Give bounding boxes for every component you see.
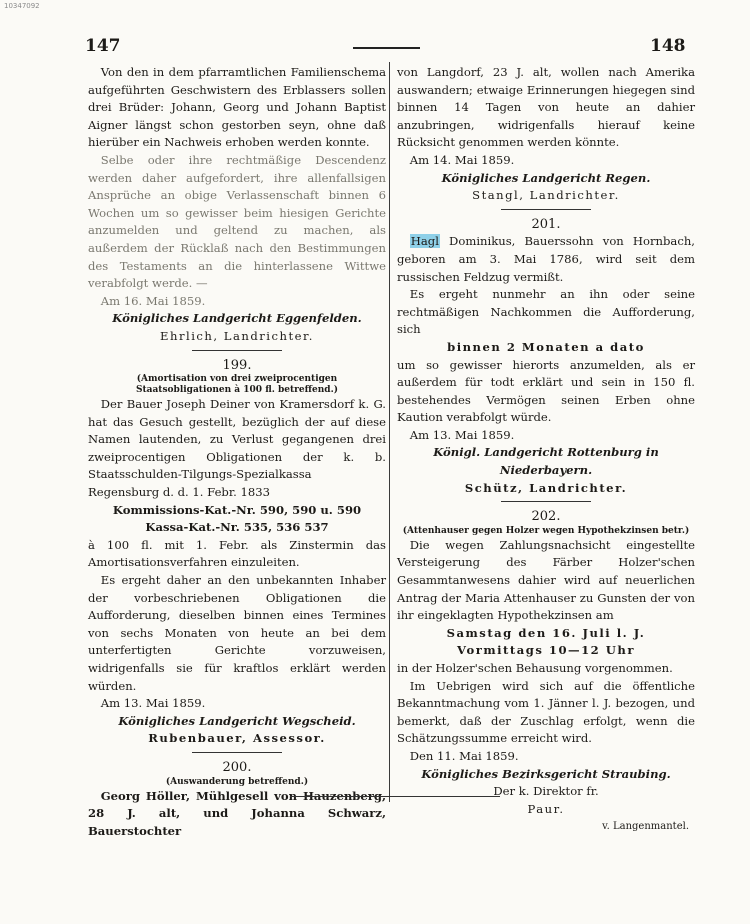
paragraph-versteigerung: Die wegen Zahlungsnachsicht eingestellte Versteigerung des Färber Holzer'schen Gesammtanwesens dahier wird auf neuerlichen Antrag der Maria Attenhauser zu Gunsten der von ihr eingeklagten Hypothekzinsen am: [397, 537, 695, 623]
section-number-202: 202.: [531, 509, 561, 525]
date-line: Am 13. Mai 1859.: [100, 696, 206, 711]
section-number-201: 201.: [531, 216, 561, 232]
signature: Rubenbauer, Assessor.: [148, 731, 326, 746]
date-line: Den 11. Mai 1859.: [409, 748, 519, 763]
paragraph-auswanderung: von Langdorf, 23 J. alt, wollen nach Amerika auswandern; etwaige Erinnerungen hiegegen sind binnen 14 Tagen von heute an dahier anzubringen, widrigenfalls hierauf keine Rücksicht genommen werden könnte.: [397, 65, 695, 150]
signature-title: Der k. Direktor fr.: [493, 784, 599, 799]
paragraph-hagl-text: Dominikus, Bauerssohn von Hornbach, geboren am 3. Mai 1786, wird seit dem russischen Feldzug vermißt.: [397, 234, 695, 284]
date-line: Am 13. Mai 1859.: [409, 427, 515, 442]
kommissions-line: Kommissions-Kat.-Nr. 590, 590 u. 590: [112, 502, 362, 517]
section-number-199: 199.: [222, 357, 252, 373]
paragraph-bekanntmachung: Im Uebrigen wird sich auf die öffentliche Bekanntmachung vom 1. Jänner l. J. bezogen, und bemerkt, daß der Zuschlag erfolgt, wenn die Schätzungssumme erreicht wird.: [397, 678, 695, 746]
paragraph-aufforderung: Es ergeht daher an den unbekannten Inhaber der vorbeschriebenen Obligationen die Aufforderung, dieselben binnen eines Termines von sechs Monaten von heute an bei dem unterfertigten Gerichte vorzuweisen, widrigenfalls sie für kraftlos erklärt werden würden.: [88, 573, 386, 693]
auction-time-line: Vormittags 10—12 Uhr: [457, 643, 635, 658]
date-line: Am 16. Mai 1859.: [100, 293, 206, 308]
paragraph-todt: um so gewisser hierorts anzumelden, als er außerdem für todt erklärt und sein in 150 fl. bestehendes Vermögen seinen Erben ohne Kaution verabfolgt würde.: [397, 357, 695, 425]
section-note-200: (Auswanderung betreffend.): [165, 776, 309, 787]
left-column: [88, 64, 386, 840]
signature-secondary: v. Langenmantel.: [602, 821, 689, 833]
signature: Ehrlich, Landrichter.: [160, 328, 314, 343]
kassa-line: Kassa-Kat.-Nr. 535, 536 537: [145, 520, 329, 535]
section-note-202: (Attenhauser gegen Holzer wegen Hypothekzinsen betr.): [402, 525, 690, 536]
signature: Schütz, Landrichter.: [464, 480, 628, 495]
highlighted-name[interactable]: Hagl: [410, 234, 439, 249]
section-note-199: (Amortisation von drei zweiprocentigen Staatsobligationen à 100 fl. betreffend.): [135, 374, 338, 396]
court-name: Königliches Landgericht Eggenfelden.: [112, 311, 362, 326]
right-column: [397, 64, 695, 836]
court-name: Königliches Landgericht Regen.: [441, 170, 651, 185]
column-divider: [389, 62, 390, 802]
paragraph-amortisation: à 100 fl. mit 1. Febr. als Zinstermin das Amortisationsverfahren einzuleiten.: [88, 537, 386, 570]
section-number-200: 200.: [222, 759, 252, 775]
paragraph-deiner: Der Bauer Joseph Deiner von Kramersdorf k. G. hat das Gesuch gestellt, bezüglich der auf diese Namen lautenden, zu Verlust gegangenen drei zweiprocentigen Obligationen der k. b. Staatsschulden-Tilgungs-Spezialkassa Regensburg d. d. 1. Febr. 1833: [88, 397, 386, 500]
auction-date-line: Samstag den 16. Juli l. J.: [446, 625, 646, 640]
paragraph-behausung: in der Holzer'schen Behausung vorgenommen.: [397, 661, 673, 675]
deadline-line: binnen 2 Monaten a dato: [447, 339, 645, 354]
page-number-right: 148: [650, 36, 686, 56]
signature-name: Paur.: [527, 801, 565, 816]
paragraph-hagl: [397, 233, 695, 286]
section-rule: [501, 209, 591, 210]
paragraph-nachkommen: Es ergeht nunmehr an ihn oder seine rechtmäßigen Nachkommen die Aufforderung, sich: [397, 287, 695, 337]
court-name: Königl. Landgericht Rottenburg in Niederbayern.: [433, 445, 659, 478]
paragraph-heirs: Von den in dem pfarramtlichen Familienschema aufgeführten Geschwistern des Erblassers sollen drei Brüder: Johann, Georg und Johann Baptist Aigner längst schon gestorben seyn, ohne daß hierüber ein Nachweis erhoben werden konnte.: [88, 65, 386, 150]
section-rule: [192, 752, 282, 753]
section-rule: [501, 501, 591, 502]
court-name: Königliches Bezirksgericht Straubing.: [421, 766, 671, 781]
date-line: Am 14. Mai 1859.: [409, 152, 515, 167]
page-number-left: 147: [85, 36, 121, 56]
section-rule: [192, 350, 282, 351]
page-identifier: 10347092: [4, 2, 40, 10]
signature: Stangl, Landrichter.: [472, 188, 620, 203]
footer-rule: [290, 796, 500, 797]
court-name: Königliches Landgericht Wegscheid.: [118, 713, 356, 728]
paragraph-hoeller: Georg Höller, Mühlgesell von Hauzenberg, 28 J. alt, und Johanna Schwarz, Bauerstochter: [88, 788, 386, 838]
paragraph-summons: Selbe oder ihre rechtmäßige Descendenz werden daher aufgefordert, ihre allenfallsigen Ansprüche an obige Verlassenschaft binnen 6 Wochen um so gewisser beim hiesigen Gerichte anzumelden und geltend zu machen, als außerdem der Rücklaß nach den Bestimmungen des Testaments an die hinterlassene Wittwe verabfolgt werde. —: [88, 152, 386, 291]
header-rule: [353, 47, 420, 49]
